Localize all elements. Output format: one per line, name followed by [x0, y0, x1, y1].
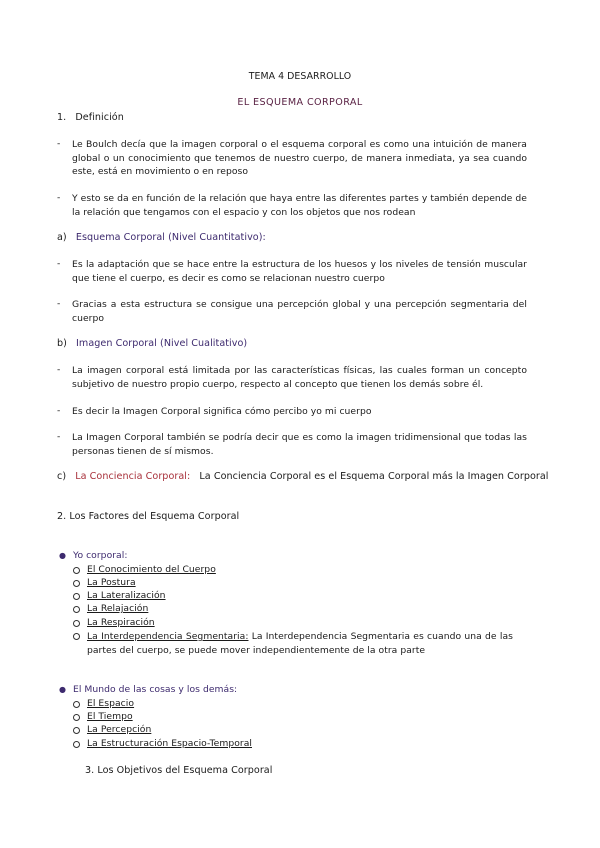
sub-item-text: El Conocimiento del Cuerpo	[87, 564, 216, 575]
sub-item-text: La Lateralización	[87, 590, 166, 601]
bullet-text: Le Boulch decía que la imagen corporal o el esquema corporal es como una intuición de manera global o un conocimiento que tenemos de nuestro cuerpo, de manera inmediata, ya sea cuando este, está en movimiento o en reposo	[72, 139, 527, 178]
hollow-bullet-icon	[73, 606, 80, 613]
sub-item-text: La Estructuración Espacio-Temporal	[87, 738, 252, 749]
hollow-bullet-icon	[73, 741, 80, 748]
bullet-text: La Imagen Corporal también se podría decir que es como la imagen tridimensional que todas las personas tienen de sí mismos.	[72, 432, 527, 457]
hollow-bullet-icon	[73, 727, 80, 734]
section-a-label: Esquema Corporal (Nivel Cuantitativo):	[75, 232, 266, 243]
dash-bullet-icon: -	[57, 405, 61, 416]
bullet-text: Es decir la Imagen Corporal significa cómo percibo yo mi cuerpo	[72, 406, 372, 417]
section-a-heading	[57, 232, 266, 243]
section-c-letter: c)	[57, 471, 67, 482]
bullet-text: Y esto se da en función de la relación que haya entre las diferentes partes y también depende de la relación que tengamos con el espacio y con los objetos que nos rodean	[72, 193, 527, 218]
filled-bullet-icon: ●	[59, 685, 67, 694]
section-1-label: Definición	[75, 112, 124, 123]
section-2-heading: 2. Los Factores del Esquema Corporal	[57, 511, 240, 522]
doc-subtitle: EL ESQUEMA CORPORAL	[237, 97, 363, 108]
section-b-letter: b)	[57, 338, 67, 349]
doc-title: TEMA 4 DESARROLLO	[248, 71, 352, 82]
yo-corporal-label: Yo corporal:	[73, 550, 128, 561]
bullet-text: La imagen corporal está limitada por las características físicas, las cuales forman un concepto subjetivo de nuestro propio cuerpo, respecto al concepto que tienen los demás sobre él.	[72, 365, 527, 390]
sub-item-title: La Interdependencia Segmentaria:	[87, 631, 249, 642]
section-b-label: Imagen Corporal (Nivel Cualitativo)	[76, 338, 248, 349]
sub-item-text: La Respiración	[87, 617, 155, 628]
section-c-label: La Conciencia Corporal:	[75, 471, 191, 482]
filled-bullet-icon: ●	[59, 551, 67, 560]
sub-item-text: La Percepción	[87, 724, 152, 735]
section-1-heading	[57, 112, 124, 123]
section-c-heading	[57, 471, 549, 482]
bullet-text: Es la adaptación que se hace entre la estructura de los huesos y los niveles de tensión muscular que tiene el cuerpo, es decir es como se relacionan nuestro cuerpo	[72, 259, 527, 284]
hollow-bullet-icon	[73, 620, 80, 627]
sub-item-text: La Relajación	[87, 603, 149, 614]
hollow-bullet-icon	[73, 580, 80, 587]
sub-item-text: El Tiempo	[87, 711, 133, 722]
dash-bullet-icon: -	[57, 192, 61, 203]
section-a-letter: a)	[57, 232, 67, 243]
sub-item-text	[87, 630, 513, 657]
mundo-label: El Mundo de las cosas y los demás:	[73, 684, 238, 695]
dash-bullet-icon: -	[57, 258, 61, 269]
section-c-text: La Conciencia Corporal es el Esquema Corporal más la Imagen Corporal	[199, 471, 549, 482]
dash-bullet-icon: -	[57, 364, 61, 375]
hollow-bullet-icon	[73, 633, 80, 640]
hollow-bullet-icon	[73, 714, 80, 721]
section-b-heading	[57, 338, 247, 349]
sub-item-text: El Espacio	[87, 698, 135, 709]
dash-bullet-icon: -	[57, 298, 61, 309]
dash-bullet-icon: -	[57, 138, 61, 149]
hollow-bullet-icon	[73, 593, 80, 600]
sub-item-text: La Postura	[87, 577, 136, 588]
hollow-bullet-icon	[73, 701, 80, 708]
hollow-bullet-icon	[73, 567, 80, 574]
section-1-number: 1.	[57, 112, 67, 123]
dash-bullet-icon: -	[57, 431, 61, 442]
section-3-heading: 3. Los Objetivos del Esquema Corporal	[85, 765, 273, 776]
bullet-text: Gracias a esta estructura se consigue una percepción global y una percepción segmentaria del cuerpo	[72, 299, 527, 324]
sub-item-description: La Interdependencia Segmentaria es cuando una de las partes del cuerpo, se puede mover independientemente de la otra parte	[87, 631, 513, 656]
